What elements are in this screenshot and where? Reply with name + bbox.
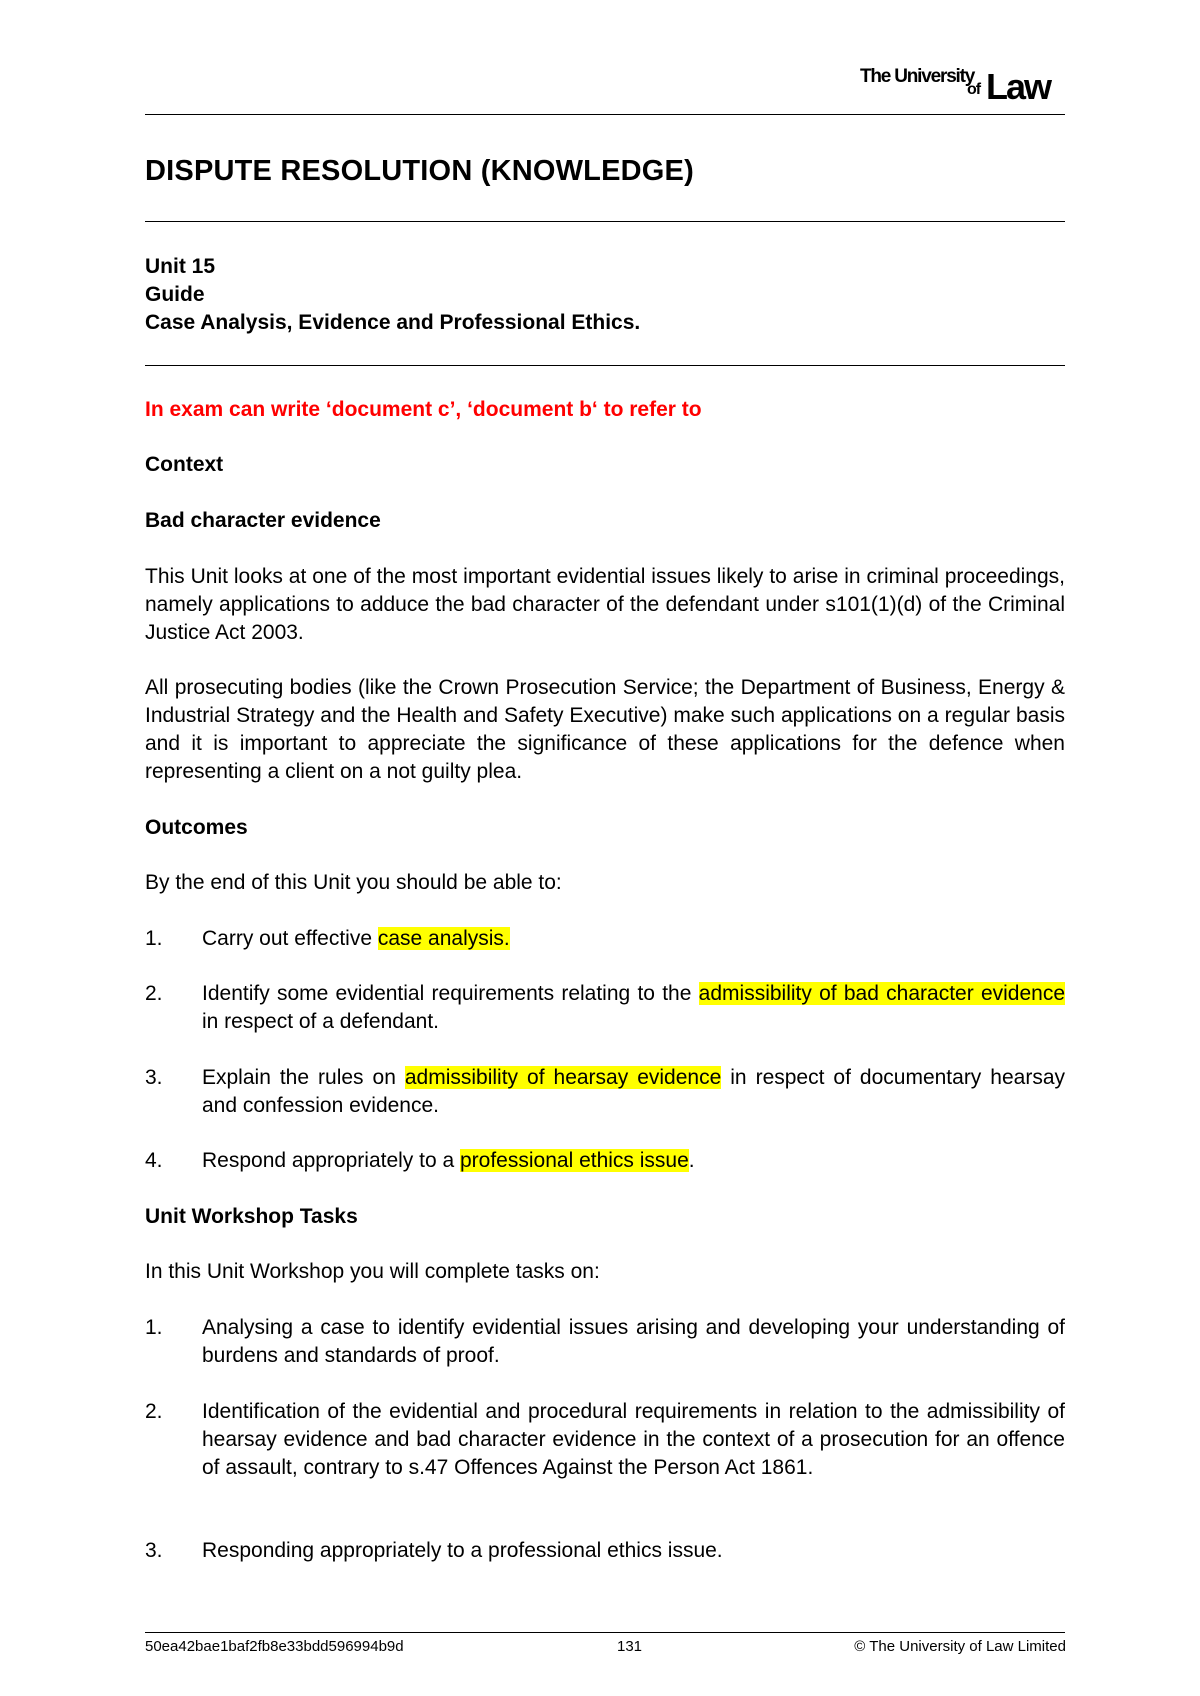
outcomes-intro: By the end of this Unit you should be able to: xyxy=(145,871,562,894)
outcomes-heading: Outcomes xyxy=(145,816,248,839)
highlighted-phrase: professional ethics issue xyxy=(460,1149,689,1172)
footer-rule xyxy=(145,1632,1065,1633)
footer-copyright: © The University of Law Limited xyxy=(854,1638,1066,1655)
outcome-item xyxy=(145,1147,1065,1175)
outcome-number: 1. xyxy=(145,927,163,950)
outcome-item xyxy=(145,980,1065,1036)
bad-character-heading: Bad character evidence xyxy=(145,509,381,532)
outcome-text: Respond appropriately to a xyxy=(202,1149,460,1172)
outcome-text-end: in respect of documentary hearsay and confession evidence. xyxy=(202,1066,1065,1117)
outcome-text: Carry out effective xyxy=(202,927,378,950)
footer-doc-id: 50ea42bae1baf2fb8e33bdd596994b9d xyxy=(145,1638,404,1655)
highlighted-phrase: admissibility of bad character evidence xyxy=(698,982,1066,1005)
footer-page-number: 131 xyxy=(617,1638,643,1655)
logo-line-2: of xyxy=(967,81,981,98)
unit-number: Unit 15 xyxy=(145,255,216,278)
workshop-heading: Unit Workshop Tasks xyxy=(145,1205,358,1228)
task-item xyxy=(145,1314,1065,1370)
outcome-text-end: . xyxy=(688,1149,695,1172)
header-rule xyxy=(145,114,1065,115)
outcome-item xyxy=(145,925,1065,953)
outcome-number: 3. xyxy=(145,1066,163,1089)
unit-type: Guide xyxy=(145,283,205,306)
outcome-number: 4. xyxy=(145,1149,163,1172)
workshop-intro: In this Unit Workshop you will complete tasks on: xyxy=(145,1260,600,1283)
highlighted-phrase: admissibility of hearsay evidence xyxy=(404,1066,722,1089)
task-number: 3. xyxy=(145,1539,163,1562)
task-text: Responding appropriately to a professional ethics issue. xyxy=(202,1539,723,1562)
highlighted-phrase: case analysis. xyxy=(377,927,510,950)
task-text: Identification of the evidential and procedural requirements in relation to the admissibility of hearsay evidence and bad character evidence in the context of a prosecution for an offence of assault, contrary to s.47 Offences Against the Person Act 1861. xyxy=(202,1400,1065,1479)
logo-line-1: The University xyxy=(860,66,975,87)
outcome-text: Explain the rules on xyxy=(202,1066,405,1089)
context-heading: Context xyxy=(145,453,224,476)
task-number: 1. xyxy=(145,1316,163,1339)
title-rule xyxy=(145,221,1065,222)
document-title: DISPUTE RESOLUTION (KNOWLEDGE) xyxy=(145,155,694,187)
outcome-item xyxy=(145,1064,1065,1120)
task-number: 2. xyxy=(145,1400,163,1423)
paragraph-prosecuting-bodies: All prosecuting bodies (like the Crown Prosecution Service; the Department of Business, Energy & Industrial Strategy and the Health and Safety Executive) make such applications on a regular basis and it is important to appreciate the significance of these applications for the defence when representing a client on a not guilty plea. xyxy=(145,676,1065,783)
task-item xyxy=(145,1398,1065,1482)
outcome-text: Identify some evidential requirements relating to the xyxy=(202,982,699,1005)
task-item xyxy=(145,1537,1065,1565)
unit-rule xyxy=(145,365,1065,366)
unit-info xyxy=(145,253,640,337)
outcome-number: 2. xyxy=(145,982,163,1005)
university-logo xyxy=(857,64,1067,108)
outcome-text-end: in respect of a defendant. xyxy=(202,1010,439,1033)
logo-line-3: Law xyxy=(986,66,1051,107)
task-text: Analysing a case to identify evidential issues arising and developing your understanding of burdens and standards of proof. xyxy=(202,1316,1065,1367)
exam-note: In exam can write ‘document c’, ‘document b‘ to refer to xyxy=(145,398,702,421)
unit-subject: Case Analysis, Evidence and Professional Ethics. xyxy=(145,311,641,334)
paragraph-intro: This Unit looks at one of the most important evidential issues likely to arise in criminal proceedings, namely applications to adduce the bad character of the defendant under s101(1)(d) of the Criminal Justice Act 2003. xyxy=(145,565,1065,644)
